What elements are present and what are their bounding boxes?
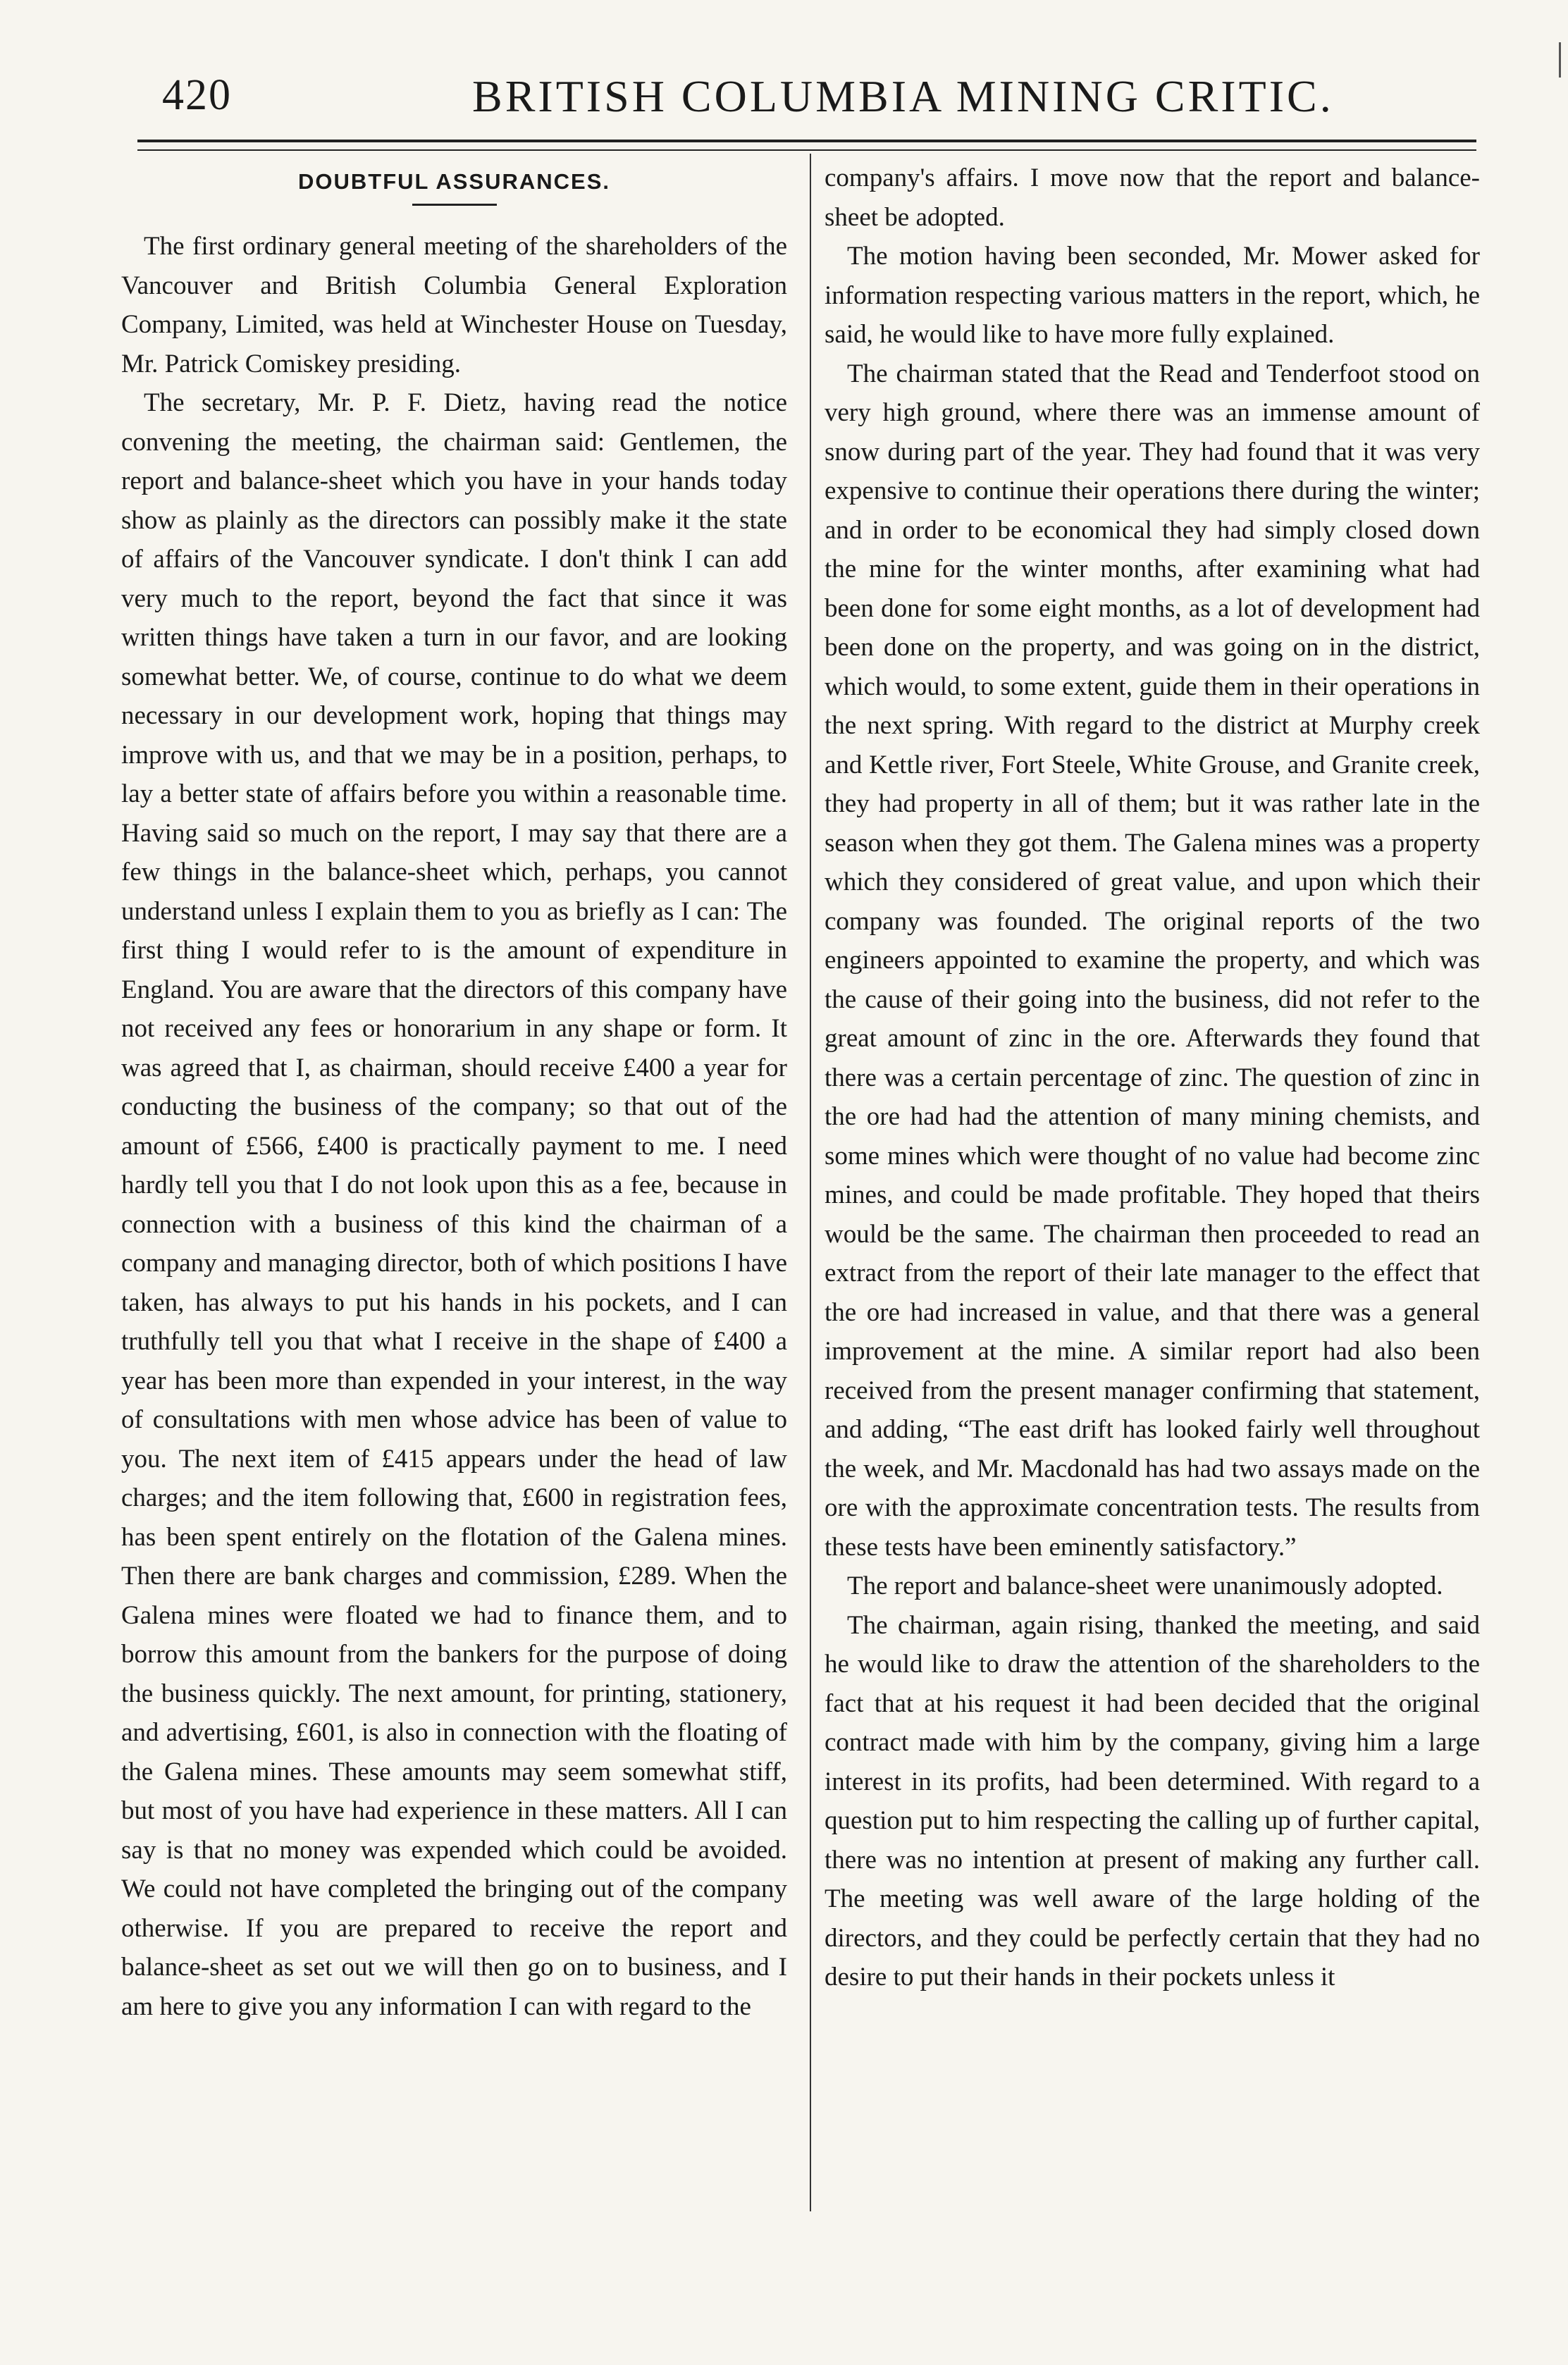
header-rule [137, 140, 1476, 142]
article-title: DOUBTFUL ASSURANCES. [297, 169, 610, 194]
paragraph-opening: The first ordinary general meeting of the shareholders of the Vancouver and British Columbia General Exploration Company, Limited, was held at Winchester House on Tuesday, Mr. Patrick Comiskey presiding. [121, 232, 787, 378]
journal-title: BRITISH COLUMBIA MINING CRITIC. [472, 71, 1334, 121]
paragraph-continuation: company's affairs. I move now that the report and balance-sheet be adopted. [825, 163, 1480, 232]
column-divider [810, 154, 811, 2211]
paragraph-closing: The chairman, again rising, thanked the meeting, and said he would like to draw the attention of the shareholders to the fact that at his request it had been decided that the original contract made with him by the company, giving him a large interest in its profits, had been determined. With regard to a question put to him respecting the calling up of further capital, there was no intention at present of making any further call. The meeting was well aware of the large holding of the directors, and they could be perfectly certain that they had no desire to put their hands in their pockets unless it [825, 1610, 1480, 1992]
paragraph-chairman-reply: The chairman stated that the Read and Tenderfoot stood on very high ground, where there was an immense amount of snow during part of the year. They had found that it was very expensive to continue their operations there during the winter; and in order to be economical they had simply closed down the mine for the winter months, after examining what had been done for some eight months, as a lot of development had been done on the property, and was going on in the district, which would, to some extent, guide them in their operations in the next spring. With regard to the district at Murphy creek and Kettle river, Fort Steele, White Grouse, and Granite creek, they had property in all of them; but it was rather late in the season when they got them. The Galena mines was a property which they considered of great value, and upon which their company was founded. The original reports of the two engineers appointed to examine the property, and which was the cause of their going into the business, did not refer to the great amount of zinc in the ore. Afterwards they found that there was a certain percentage of zinc. The question of zinc in the ore had had the attention of many mining chemists, and some mines which were thought of no value had become zinc mines, and could be made profitable. They hoped that theirs would be the same. The chairman then proceeded to read an extract from the report of their late manager to the effect that the ore had increased in value, and that there was a general improvement at the mine. A similar report had also been received from the present manager confirming that statement, and adding, “The east drift has looked fairly well throughout the week, and Mr. Macdonald has had two assays made on the ore with the approximate concentration tests. The results from these tests have been eminently satisfactory.” [825, 359, 1480, 1562]
page-number: 420 [162, 71, 232, 119]
paragraph-motion: The motion having been seconded, Mr. Mower asked for information respecting various matters in the report, which, he said, he would like to have more fully explained. [825, 242, 1480, 349]
page-header [0, 70, 1568, 134]
left-column [121, 159, 787, 2026]
title-rule [412, 204, 497, 206]
header-rule-thin [137, 149, 1476, 151]
paragraph-chairman-speech: The secretary, Mr. P. F. Dietz, having read the notice convening the meeting, the chairman said: Gentlemen, the report and balance-sheet which you have in your hands today show as plainly as the directors can possibly make it the state of affairs of the Vancouver syndicate. I don't think I can add very much to the report, beyond the fact that since it was written things have taken a turn in our favor, and are looking somewhat better. We, of course, continue to do what we deem necessary in our development work, hoping that things may improve with us, and that we may be in a position, perhaps, to lay a better state of affairs before you within a reasonable time. Having said so much on the report, I may say that there are a few things in the balance-sheet which, perhaps, you cannot understand unless I explain them to you as briefly as I can: The first thing I would refer to is the amount of expenditure in England. You are aware that the directors of this company have not received any fees or honorarium in any shape or form. It was agreed that I, as chairman, should receive £400 a year for conducting the business of the company; so that out of the amount of £566, £400 is practically payment to me. I need hardly tell you that I do not look upon this as a fee, because in connection with a business of this kind the chairman of a company and managing director, both of which positions I have taken, has always to put his hands in his pockets, and I can truthfully tell you that what I receive in the shape of £400 a year has been more than expended in your interest, in the way of consultations with men whose advice has been of value to you. The next item of £415 appears under the head of law charges; and the item following that, £600 in registration fees, has been spent entirely on the flotation of the Galena mines. Then there are bank charges and commission, £289. When the Galena mines were floated we had to finance them, and to borrow this amount from the bankers for the purpose of doing the business quickly. The next amount, for printing, stationery, and advertising, £601, is also in connection with the floating of the Galena mines. These amounts may seem somewhat stiff, but most of you have had experience in these matters. All I can say is that no money was expended which could be avoided. We could not have completed the bringing out of the company otherwise. If you are prepared to receive the report and balance-sheet as set out we will then go on to business, and I am here to give you any information I can with regard to the [121, 388, 787, 2021]
paragraph-adopted: The report and balance-sheet were unanimously adopted. [847, 1571, 1443, 1600]
right-column [825, 159, 1480, 1997]
